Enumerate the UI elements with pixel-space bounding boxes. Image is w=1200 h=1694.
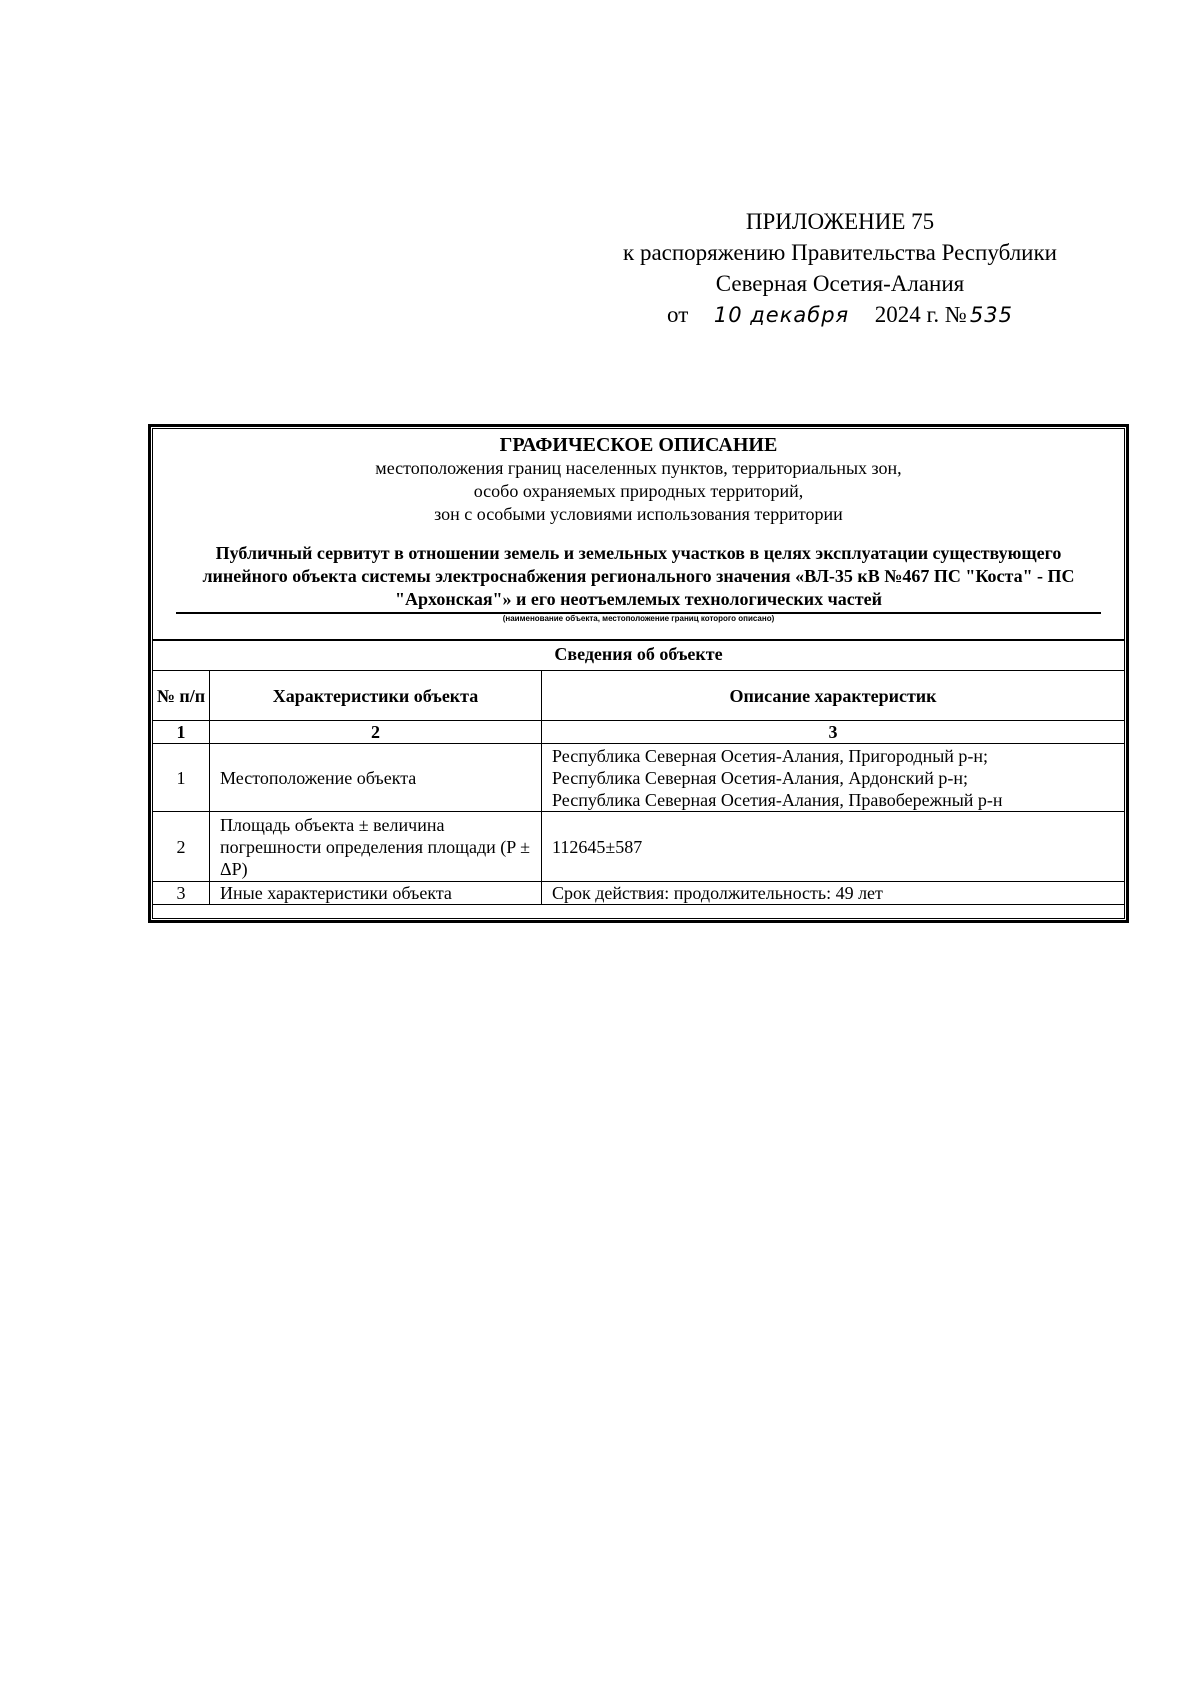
- column-number-3: 3: [542, 721, 1125, 744]
- table-row: [153, 812, 1125, 882]
- column-number-2: 2: [210, 721, 542, 744]
- object-info-table: [152, 670, 1125, 905]
- row-number: 3: [153, 882, 210, 905]
- year-label: 2024 г. №: [874, 302, 967, 327]
- section-title: Сведения об объекте: [554, 644, 723, 664]
- column-header-description: Описание характеристик: [542, 671, 1125, 721]
- row-characteristic: Иные характеристики объекта: [210, 882, 542, 905]
- table-row: [153, 882, 1125, 905]
- appendix-reference: к распоряжению Правительства Республики: [623, 240, 1057, 265]
- handwritten-date: 10 декабря: [713, 303, 850, 327]
- table-header-row: [153, 671, 1125, 721]
- from-label: от: [667, 302, 689, 327]
- section-divider-top: [152, 639, 1125, 641]
- table-row: [153, 744, 1125, 812]
- column-header-characteristic: Характеристики объекта: [210, 671, 542, 721]
- row-description: 112645±587: [542, 812, 1125, 882]
- column-header-number: № п/п: [153, 671, 210, 721]
- appendix-date-line: [560, 299, 1120, 331]
- object-name-caption: (наименование объекта, местоположение границ которого описано): [502, 614, 775, 623]
- document-title: ГРАФИЧЕСКОЕ ОПИСАНИЕ: [499, 434, 778, 456]
- location-line-1: Республика Северная Осетия-Алания, Пригородный р-н;: [552, 745, 989, 766]
- subtitle-line-2: особо охраняемых природных территорий,: [473, 481, 804, 501]
- row-description: Срок действия: продолжительность: 49 лет: [542, 882, 1125, 905]
- appendix-header: [560, 206, 1120, 331]
- location-line-2: Республика Северная Осетия-Алания, Ардонский р-н;: [552, 767, 969, 788]
- location-line-3: Республика Северная Осетия-Алания, Правобережный р-н: [552, 789, 1003, 810]
- subtitle-line-1: местоположения границ населенных пунктов, территориальных зон,: [375, 458, 902, 478]
- subtitle-line-3: зон с особыми условиями использования территории: [434, 504, 843, 524]
- row-number: 1: [153, 744, 210, 812]
- form-title-area: [155, 431, 1122, 624]
- handwritten-number: 535: [969, 303, 1013, 327]
- column-number-1: 1: [153, 721, 210, 744]
- row-characteristic: Местоположение объекта: [210, 744, 542, 812]
- object-name: Публичный сервитут в отношении земель и земельных участков в целях эксплуатации существующего линейного объекта системы электроснабжения регионального значения «ВЛ-35 кВ №467 ПС "Коста" - ПС "Архонская"» и его неотъемлемых технологических частей: [202, 543, 1075, 609]
- appendix-region: Северная Осетия-Алания: [715, 271, 965, 296]
- table-column-number-row: [153, 721, 1125, 744]
- row-characteristic: Площадь объекта ± величина погрешности определения площади (P ± ΔP): [210, 812, 542, 882]
- appendix-number: ПРИЛОЖЕНИЕ 75: [745, 209, 935, 234]
- row-description: [542, 744, 1125, 812]
- row-number: 2: [153, 812, 210, 882]
